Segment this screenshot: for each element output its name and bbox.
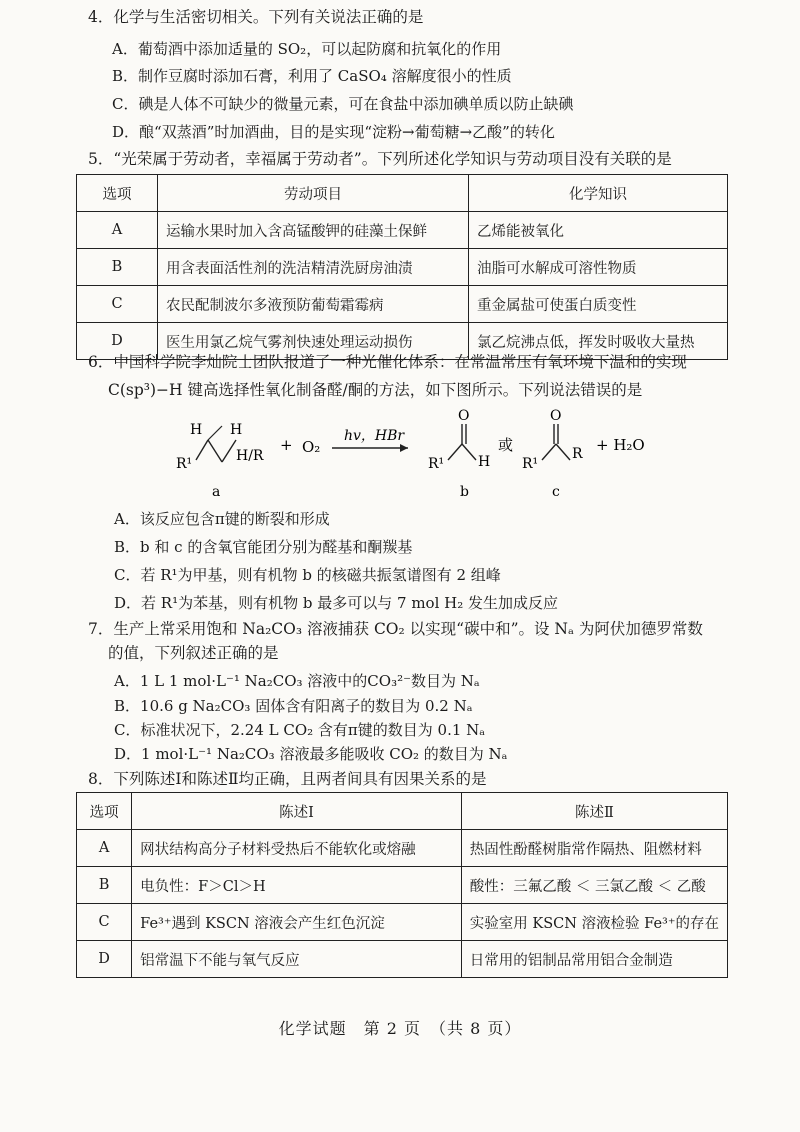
table-cell: 农民配制波尔多液预防葡萄霜霉病 bbox=[158, 286, 469, 323]
q6-stem-line1: 6．中国科学院李灿院士团队报道了一种光催化体系：在常温常压有氧环境下温和的实现 bbox=[88, 353, 687, 371]
atom-label: H bbox=[478, 454, 491, 470]
table-cell: B bbox=[77, 249, 158, 286]
q4-option-a: A．葡萄酒中添加适量的 SO₂，可以起防腐和抗氧化的作用 bbox=[112, 40, 502, 58]
q6-option-a: A．该反应包含π键的断裂和形成 bbox=[114, 510, 330, 528]
q7-option-a: A．1 L 1 mol·L⁻¹ Na₂CO₃ 溶液中的CO₃²⁻数目为 Nₐ bbox=[114, 672, 480, 690]
table-cell: 运输水果时加入含高锰酸钾的硅藻土保鲜 bbox=[158, 212, 469, 249]
table-row bbox=[77, 904, 728, 941]
atom-label: H bbox=[230, 422, 243, 438]
water-label: + H₂O bbox=[596, 436, 645, 454]
table-cell: 医生用氯乙烷气雾剂快速处理运动损伤 bbox=[158, 323, 469, 360]
table-cell: D bbox=[77, 941, 132, 978]
table-row bbox=[77, 867, 728, 904]
table-row bbox=[77, 941, 728, 978]
atom-label: O bbox=[550, 408, 562, 424]
arrow-head-icon bbox=[400, 444, 408, 452]
q8-stem: 8．下列陈述Ⅰ和陈述Ⅱ均正确，且两者间具有因果关系的是 bbox=[88, 770, 487, 788]
q6-option-b: B．b 和 c 的含氧官能团分别为醛基和酮羰基 bbox=[114, 538, 413, 556]
table-cell: 日常用的铝制品常用铝合金制造 bbox=[461, 941, 727, 978]
table-header-cell: 陈述Ⅱ bbox=[461, 793, 727, 830]
condition-label: hv，HBr bbox=[344, 428, 405, 444]
table-cell: 用含表面活性剂的洗洁精清洗厨房油渍 bbox=[158, 249, 469, 286]
table-cell: A bbox=[77, 830, 132, 867]
table-header-cell: 化学知识 bbox=[469, 175, 728, 212]
table-cell: A bbox=[77, 212, 158, 249]
atom-label: H bbox=[190, 422, 203, 438]
q6-stem-line2: C(sp³)−H 键高选择性氧化制备醛/酮的方法，如下图所示。下列说法错误的是 bbox=[108, 381, 643, 399]
table-cell: 油脂可水解成可溶性物质 bbox=[469, 249, 728, 286]
q4-option-c: C．碘是人体不可缺少的微量元素，可在食盐中添加碘单质以防止缺碘 bbox=[112, 95, 574, 113]
table-cell: 重金属盐可使蛋白质变性 bbox=[469, 286, 728, 323]
table-header-cell: 选项 bbox=[77, 175, 158, 212]
q4-option-b: B．制作豆腐时添加石膏，利用了 CaSO₄ 溶解度很小的性质 bbox=[112, 67, 512, 85]
q7-option-b: B．10.6 g Na₂CO₃ 固体含有阳离子的数目为 0.2 Nₐ bbox=[114, 697, 473, 715]
table-cell: 酸性：三氟乙酸 ＜ 三氯乙酸 ＜ 乙酸 bbox=[461, 867, 727, 904]
atom-label: R¹ bbox=[522, 456, 539, 472]
q6-option-c: C．若 R¹为甲基，则有机物 b 的核磁共振氢谱图有 2 组峰 bbox=[114, 566, 501, 584]
molecule-label-b: b bbox=[460, 484, 469, 500]
q7-stem-line2: 的值，下列叙述正确的是 bbox=[108, 644, 279, 662]
table-header-row bbox=[77, 793, 728, 830]
table-header-cell: 陈述Ⅰ bbox=[132, 793, 462, 830]
q5-stem: 5．“光荣属于劳动者，幸福属于劳动者”。下列所述化学知识与劳动项目没有关联的是 bbox=[88, 150, 672, 168]
table-header-cell: 选项 bbox=[77, 793, 132, 830]
atom-label: O bbox=[458, 408, 470, 424]
atom-label: R¹ bbox=[176, 456, 193, 472]
atom-label: R¹ bbox=[428, 456, 445, 472]
table-cell: 电负性：F＞Cl＞H bbox=[132, 867, 462, 904]
atom-label: H/R bbox=[236, 448, 264, 464]
table-header-cell: 劳动项目 bbox=[158, 175, 469, 212]
q4-stem: 4．化学与生活密切相关。下列有关说法正确的是 bbox=[88, 8, 424, 26]
molecule-label-a: a bbox=[212, 484, 221, 500]
table-cell: C bbox=[77, 904, 132, 941]
table-cell: 实验室用 KSCN 溶液检验 Fe³⁺的存在 bbox=[461, 904, 727, 941]
page-footer: 化学试题 第 2 页 （共 8 页） bbox=[278, 1019, 522, 1038]
o2-label: O₂ bbox=[302, 438, 321, 456]
plus-sign: + bbox=[280, 436, 293, 454]
table-cell: C bbox=[77, 286, 158, 323]
table-row bbox=[77, 830, 728, 867]
q8-table bbox=[76, 792, 728, 978]
molecule-label-c: c bbox=[552, 484, 560, 500]
table-cell: D bbox=[77, 323, 158, 360]
table-cell: 热固性酚醛树脂常作隔热、阻燃材料 bbox=[461, 830, 727, 867]
table-cell: B bbox=[77, 867, 132, 904]
table-cell: 铝常温下不能与氧气反应 bbox=[132, 941, 462, 978]
q7-option-d: D．1 mol·L⁻¹ Na₂CO₃ 溶液最多能吸收 CO₂ 的数目为 Nₐ bbox=[114, 745, 508, 763]
q7-option-c: C．标准状况下，2.24 L CO₂ 含有π键的数目为 0.1 Nₐ bbox=[114, 721, 486, 739]
atom-label: R bbox=[572, 446, 583, 462]
table-cell: 网状结构高分子材料受热后不能软化或熔融 bbox=[132, 830, 462, 867]
table-cell: Fe³⁺遇到 KSCN 溶液会产生红色沉淀 bbox=[132, 904, 462, 941]
q4-option-d: D．酿“双蒸酒”时加酒曲，目的是实现“淀粉→葡萄糖→乙酸”的转化 bbox=[112, 123, 555, 141]
table-cell: 氯乙烷沸点低，挥发时吸收大量热 bbox=[469, 323, 728, 360]
table-cell: 乙烯能被氧化 bbox=[469, 212, 728, 249]
q6-option-d: D．若 R¹为苯基，则有机物 b 最多可以与 7 mol H₂ 发生加成反应 bbox=[114, 594, 559, 612]
q7-stem-line1: 7．生产上常采用饱和 Na₂CO₃ 溶液捕获 CO₂ 以实现“碳中和”。设 Nₐ 为阿伏加德罗常数 bbox=[88, 620, 703, 638]
or-label: 或 bbox=[498, 436, 514, 454]
